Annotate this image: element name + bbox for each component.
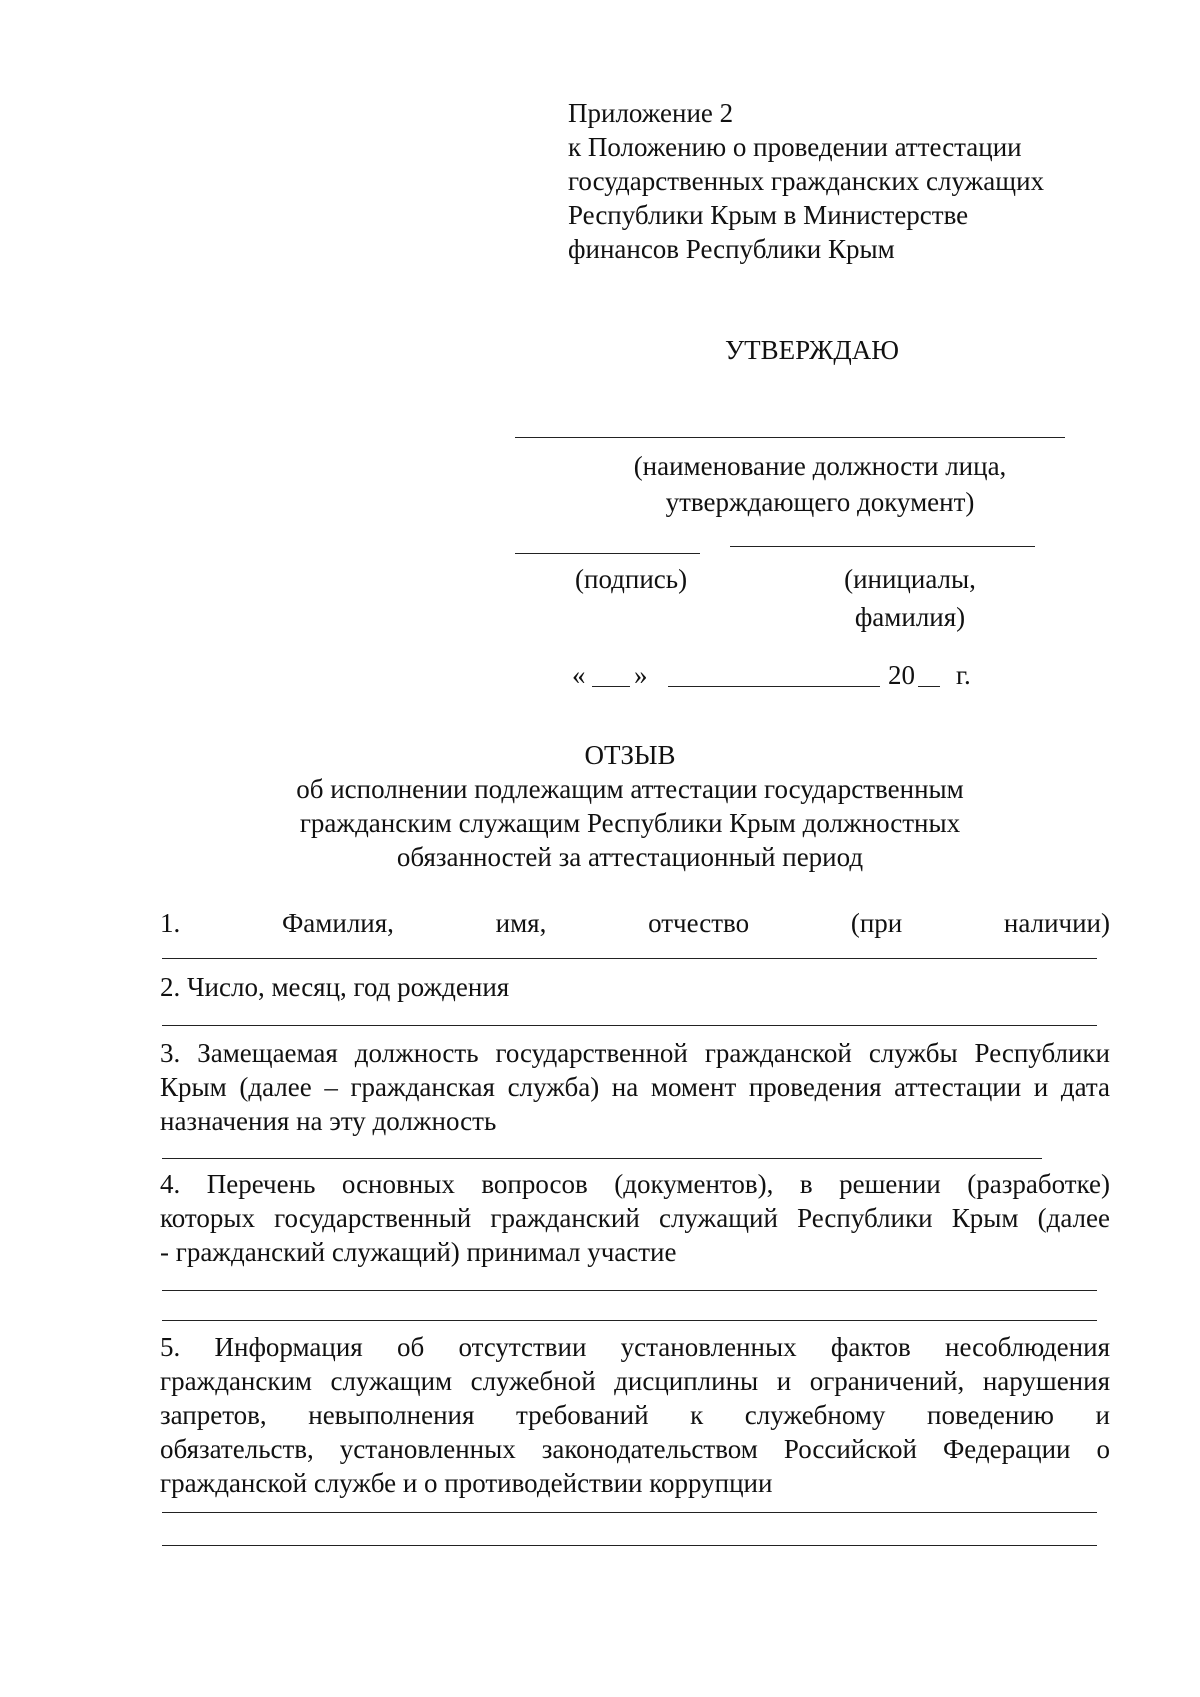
year-field[interactable]	[918, 686, 940, 687]
position-caption-line: утверждающего документ)	[665, 487, 975, 517]
appendix-ref-line: к Положению о проведении аттестации	[568, 132, 1022, 162]
initials-caption	[810, 562, 1010, 634]
appendix-ref-line: Республики Крым в Министерстве	[568, 200, 969, 230]
date-close-quote: »	[634, 660, 648, 690]
item-5-field[interactable]	[162, 1545, 1097, 1546]
item-5-line: гражданским служащим служебной дисциплины и ограничений, нарушения	[160, 1366, 1110, 1396]
initials-caption-line: (инициалы,	[844, 564, 976, 594]
review-title-block	[250, 738, 1010, 874]
item-2-label: 2. Число, месяц, год рождения	[160, 972, 510, 1002]
signature-caption: (подпись)	[575, 564, 688, 594]
year-prefix: 20	[888, 660, 915, 690]
appendix-ref-line: финансов Республики Крым	[568, 234, 895, 264]
item-3-line: назначения на эту должность	[160, 1106, 497, 1136]
item-5-line: обязательств, установленных законодательством Российской Федерации о	[160, 1434, 1110, 1464]
appendix-number: Приложение 2	[568, 98, 734, 128]
item-5-line: 5. Информация об отсутствии установленных фактов несоблюдения	[160, 1332, 1110, 1362]
review-subtitle-line: гражданским служащим Республики Крым должностных	[299, 808, 961, 838]
item-1-field[interactable]	[162, 958, 1097, 959]
item-4-line: - гражданский служащий) принимал участие	[160, 1237, 677, 1267]
year-suffix: г.	[956, 660, 971, 690]
appendix-ref-line: государственных гражданских служащих	[568, 166, 1045, 196]
item-4-line: 4. Перечень основных вопросов (документов), в решении (разработке)	[160, 1169, 1110, 1199]
item-3-line: Крым (далее – гражданская служба) на момент проведения аттестации и дата	[160, 1072, 1110, 1102]
item-3-field[interactable]	[162, 1158, 1042, 1159]
item-4-text	[160, 1167, 1110, 1269]
item-5-field[interactable]	[162, 1512, 1097, 1513]
date-row	[572, 658, 1012, 698]
month-field[interactable]	[668, 686, 880, 687]
item-3-text	[160, 1036, 1110, 1138]
day-field[interactable]	[592, 686, 630, 687]
item-5-line: гражданской службе и о противодействии коррупции	[160, 1468, 773, 1498]
position-signature-line[interactable]	[515, 437, 1065, 438]
appendix-block	[568, 96, 1128, 266]
item-3-line: 3. Замещаемая должность государственной гражданской службы Республики	[160, 1038, 1110, 1068]
review-subtitle-line: об исполнении подлежащим аттестации государственным	[296, 774, 964, 804]
initials-line[interactable]	[730, 546, 1035, 547]
position-caption	[540, 449, 1100, 519]
approve-heading: УТВЕРЖДАЮ	[725, 335, 900, 365]
position-caption-line: (наименование должности лица,	[633, 451, 1007, 481]
item-4-field[interactable]	[162, 1290, 1097, 1291]
item-2-field[interactable]	[162, 1025, 1097, 1026]
initials-caption-line: фамилия)	[854, 602, 966, 632]
item-1-label: 1. Фамилия, имя, отчество (при наличии)	[160, 908, 1110, 938]
item-5-text	[160, 1330, 1110, 1500]
item-5-line: запретов, невыполнения требований к служебному поведению и	[160, 1400, 1110, 1430]
signature-line[interactable]	[515, 553, 700, 554]
item-4-field[interactable]	[162, 1320, 1097, 1321]
item-4-line: которых государственный гражданский служащий Республики Крым (далее	[160, 1203, 1110, 1233]
review-title: ОТЗЫВ	[584, 740, 676, 770]
review-subtitle-line: обязанностей за аттестационный период	[396, 842, 864, 872]
date-open-quote: «	[572, 660, 586, 690]
